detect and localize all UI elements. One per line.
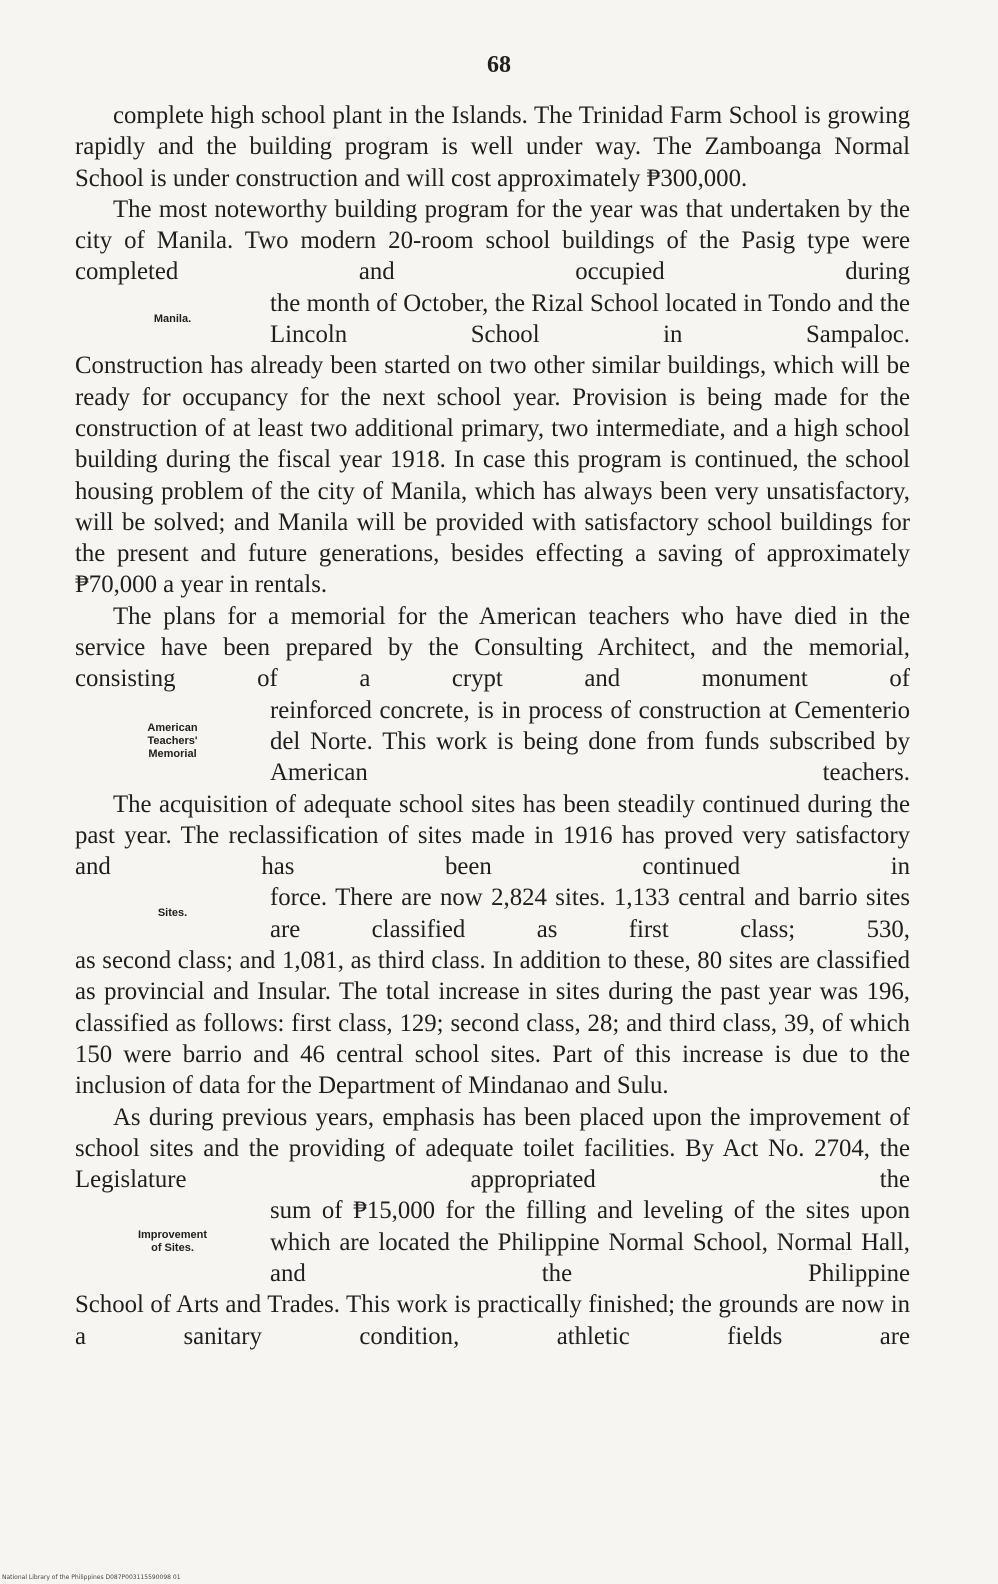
paragraph-improvement-rest: School of Arts and Trades. This work is practically finished; the grounds are now in a sanitary condition, athletic fields are <box>75 1291 910 1350</box>
paragraph-improvement-side: sum of ₱15,000 for the filling and leveling of the sites upon which are located the Philippine Normal School, Normal Hall, and the Philippine <box>270 1197 910 1287</box>
paragraph-manila-lead: The most noteworthy building program for the year was that undertaken by the city of Manila. Two modern 20-room school buildings of the Pasig type were completed and occupied during <box>75 195 910 286</box>
margin-note-sites: Sites. <box>157 907 188 920</box>
margin-note-memorial: American Teachers' Memorial <box>147 722 198 761</box>
paragraph-improvement-lead: As during previous years, emphasis has been placed upon the improvement of school sites and the providing of adequate toilet facilities. By Act No. 2704, the Legislature appropriated the <box>75 1103 910 1194</box>
paragraph-manila-rest: Construction has already been started on two other similar buildings, which will be ready for occupancy for the next school year. Provision is being made for the construction of at least two additional primary, two intermediate, and a high school building during the fiscal year 1918. In case this program is continued, the school housing problem of the city of Manila, which has always been very unsatisfactory, will be solved; and Manila will be provided with satisfactory school buildings for the present and future generations, besides effecting a saving of approximately ₱70,000 a year in rentals. <box>75 352 910 599</box>
margin-note-manila: Manila. <box>153 312 192 325</box>
paragraph-high-schools: complete high school plant in the Islands. The Trinidad Farm School is growing rapidly and the building program is well under way. The Zamboanga Normal School is under construction and will cost approximately ₱300,000. <box>75 102 910 192</box>
paragraph-manila-side: the month of October, the Rizal School located in Tondo and the Lincoln School in Sampaloc. <box>270 289 910 349</box>
sites-side-block <box>75 882 910 945</box>
paragraph-memorial-side: reinforced concrete, is in process of construction at Cementerio del Norte. This work is being done from funds subscribed by American teachers. <box>270 696 910 787</box>
body-text <box>75 100 910 1352</box>
paragraph-sites-rest: as second class; and 1,081, as third class. In addition to these, 80 sites are classified as provincial and Insular. The total increase in sites during the past year was 196, classified as follows: first class, 129; second class, 28; and third class, 39, of which 150 were barrio and 46 central school sites. Part of this increase is due to the inclusion of data for the Department of Mindanao and Sulu. <box>75 947 910 1100</box>
paragraph-sites-lead: The acquisition of adequate school sites has been steadily continued during the past year. The reclassification of sites made in 1916 has proved very satisfactory and has been continued in <box>75 790 910 881</box>
library-footer: National Library of the Philippines D087P003115590098 01 <box>2 1574 181 1581</box>
memorial-side-block <box>75 695 910 789</box>
manila-side-block <box>75 288 910 351</box>
paragraph-memorial-lead: The plans for a memorial for the American teachers who have died in the service have been prepared by the Consulting Architect, and the memorial, consisting of a crypt and monument of <box>75 602 910 693</box>
margin-note-improvement: Improvement of Sites. <box>137 1229 208 1255</box>
paragraph-sites-side: force. There are now 2,824 sites. 1,133 central and barrio sites are classified as first class; 530, <box>270 884 910 943</box>
page-number: 68 <box>487 52 511 78</box>
improvement-side-block <box>75 1195 910 1289</box>
